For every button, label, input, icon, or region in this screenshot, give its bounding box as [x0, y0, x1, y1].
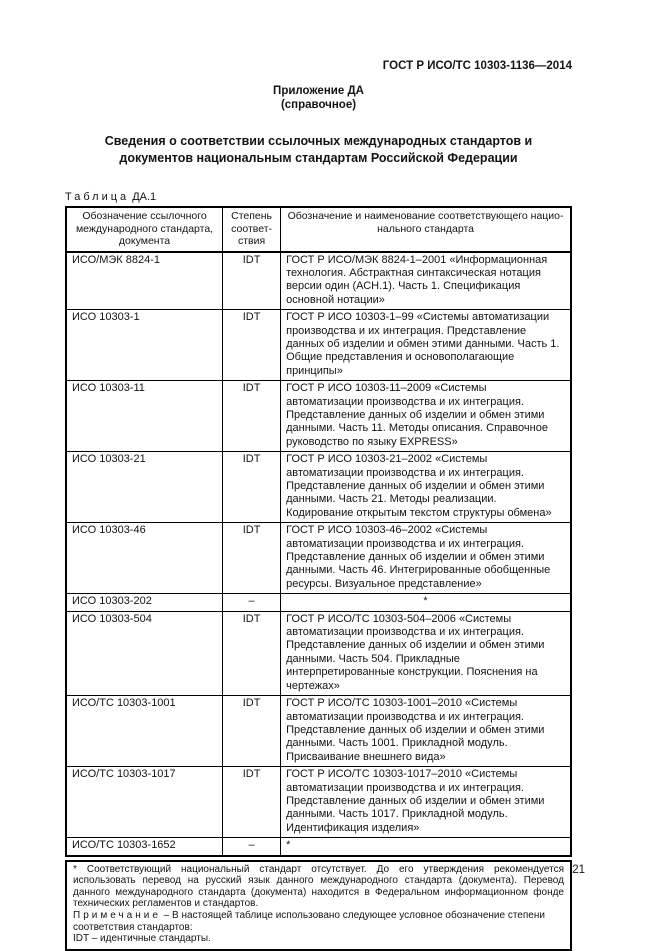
appendix-heading — [65, 84, 572, 112]
ref-standard-cell: ИСО/ТС 10303-1001 — [66, 696, 223, 767]
national-standard-cell: ГОСТ Р ИСО/ТС 10303-1001–2010 «Системы автоматизации производства и их интеграция. Представление данных об изделии и обмен этими данными. Часть 1001. Прикладной модуль. Присваивание внешнего вида» — [281, 696, 571, 767]
national-standard-cell: ГОСТ Р ИСО/ТС 10303-1017–2010 «Системы автоматизации производства и их интеграция. Представление данных об изделии и обмен этими данными. Часть 1017. Прикладной модуль. Идентификация изделия» — [281, 767, 571, 838]
column-header-ref-standard: Обозначение ссылочного международного стандарта, документа — [66, 207, 223, 252]
degree-cell: – — [223, 838, 281, 856]
table-row — [66, 452, 571, 523]
ref-standard-cell: ИСО/ТС 10303-1652 — [66, 838, 223, 856]
degree-cell: IDT — [223, 696, 281, 767]
table-row — [66, 767, 571, 838]
ref-standard-cell: ИСО 10303-21 — [66, 452, 223, 523]
appendix-subtitle: (справочное) — [280, 99, 357, 111]
ref-standard-cell: ИСО 10303-46 — [66, 523, 223, 594]
degree-cell: IDT — [223, 523, 281, 594]
ref-standard-cell: ИСО/МЭК 8824-1 — [66, 252, 223, 310]
doc-number: ГОСТ Р ИСО/ТС 10303-1136—2014 — [382, 60, 572, 72]
footnote-note-label: Примечание — [73, 909, 161, 921]
national-standard-cell: ГОСТ Р ИСО/ТС 10303-504–2006 «Системы автоматизации производства и их интеграция. Представление данных об изделии и обмен этими данными. Часть 504. Прикладные интерпретированные конструкции. Пояснения на чертежах» — [281, 611, 571, 695]
national-standard-cell: * — [281, 594, 571, 611]
ref-standard-cell: ИСО/ТС 10303-1017 — [66, 767, 223, 838]
table-row — [66, 611, 571, 695]
national-standard-cell: ГОСТ Р ИСО 10303-1–99 «Системы автоматизации производства и их интеграция. Представление данных об изделии и обмен этими данными. Часть 1. Общие представления и основополагающие принципы» — [281, 310, 571, 381]
table-header-row — [66, 207, 571, 252]
document-title-line1: Сведения о соответствии ссылочных международных стандартов и — [104, 134, 533, 148]
degree-cell: IDT — [223, 767, 281, 838]
appendix-title: Приложение ДА — [273, 85, 364, 97]
document-title-line2: документов национальным стандартам Российской Федерации — [119, 151, 518, 165]
page-number: 21 — [572, 864, 585, 876]
footnote-asterisk-text: * Соответствующий национальный стандарт отсутствует. До его утверждения рекомендуется использовать перевод на русский язык данного международного стандарта (документа). Перевод данного международного стандарта (документа) находится в Федеральном информационном фонде технических регламентов и стандартов. — [73, 863, 564, 910]
degree-cell: IDT — [223, 611, 281, 695]
page-content — [65, 0, 572, 951]
table-row — [66, 381, 571, 452]
national-standard-cell: * — [281, 838, 571, 856]
footnote-note — [73, 910, 564, 933]
ref-standard-cell: ИСО 10303-1 — [66, 310, 223, 381]
footnote-note-text: – В настоящей таблице использовано следующее условное обозначение степени соответствия стандартов: — [73, 909, 545, 933]
degree-cell: – — [223, 594, 281, 611]
table-footnote — [65, 860, 572, 951]
table-caption — [65, 191, 572, 204]
ref-standard-cell: ИСО 10303-504 — [66, 611, 223, 695]
document-title — [65, 133, 572, 167]
national-standard-cell: ГОСТ Р ИСО 10303-21–2002 «Системы автоматизации производства и их интеграция. Представление данных об изделии и обмен этими данными. Часть 21. Методы реализации. Кодирование открытым текстом структуры обмена» — [281, 452, 571, 523]
table-row — [66, 252, 571, 310]
national-standard-cell: ГОСТ Р ИСО 10303-11–2009 «Системы автоматизации производства и их интеграция. Представление данных об изделии и обмен этими данными. Часть 11. Методы описания. Справочное руководство по языку EXPRESS» — [281, 381, 571, 452]
table-caption-word: Таблица — [65, 191, 130, 203]
ref-standard-cell: ИСО 10303-202 — [66, 594, 223, 611]
table-caption-number: ДА.1 — [132, 191, 157, 203]
standards-correspondence-table — [65, 206, 572, 857]
national-standard-cell: ГОСТ Р ИСО/МЭК 8824-1–2001 «Информационная технология. Абстрактная синтаксическая нотация версии один (АСН.1). Часть 1. Спецификация основной нотации» — [281, 252, 571, 310]
column-header-national-standard: Обозначение и наименование соответствующего национального стандарта — [281, 207, 571, 252]
table-row — [66, 696, 571, 767]
column-header-degree: Степень соответствия — [223, 207, 281, 252]
ref-standard-cell: ИСО 10303-11 — [66, 381, 223, 452]
degree-cell: IDT — [223, 452, 281, 523]
degree-cell: IDT — [223, 381, 281, 452]
degree-cell: IDT — [223, 310, 281, 381]
table-row — [66, 838, 571, 856]
table-row — [66, 594, 571, 611]
table-row — [66, 523, 571, 594]
table-row — [66, 310, 571, 381]
degree-cell: IDT — [223, 252, 281, 310]
footnote-idt-line: IDT – идентичные стандарты. — [73, 933, 211, 945]
national-standard-cell: ГОСТ Р ИСО 10303-46–2002 «Системы автоматизации производства и их интеграция. Представление данных об изделии и обмен этими данными. Часть 46. Интегрированные обобщенные ресурсы. Визуальное представление» — [281, 523, 571, 594]
